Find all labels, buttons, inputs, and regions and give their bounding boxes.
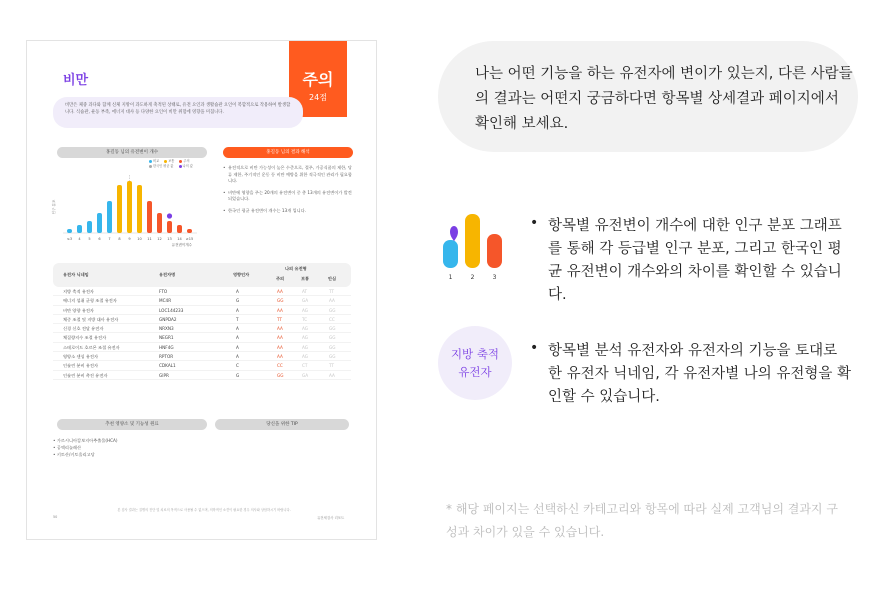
legend-item: 비교 — [149, 159, 159, 164]
bar-icon-1 — [443, 240, 458, 268]
cell-risk: A — [236, 307, 239, 313]
recommend-item: • 공액리놀레산 — [53, 445, 82, 450]
feature1-bullet: • — [530, 215, 539, 231]
gene-nickname-badge — [438, 326, 512, 400]
chart-bar — [67, 229, 72, 233]
cell-nickname: 체질량지수 조절 유전자 — [63, 335, 107, 341]
table-row — [53, 324, 351, 333]
table-row — [53, 371, 351, 380]
header-risk: 영향인자 — [233, 272, 250, 277]
legend-item: 주의 — [179, 159, 189, 164]
cell-normal: TC — [302, 316, 308, 322]
chart-tick-label: 4 — [78, 237, 81, 241]
chart-legend — [149, 159, 209, 169]
recommend-list — [53, 437, 118, 458]
cell-caution: AA — [277, 307, 283, 313]
cell-risk: A — [236, 289, 239, 294]
cell-risk: T — [236, 316, 239, 322]
cell-safe: AA — [329, 298, 335, 304]
cell-risk: C — [236, 363, 239, 369]
cell-caution: CC — [277, 363, 283, 369]
cell-gene: MC4R — [159, 298, 172, 304]
table-row — [53, 361, 351, 370]
cell-gene: GNPDA2 — [159, 316, 177, 322]
chart-tick-label: 11 — [147, 237, 152, 241]
interpretation-title-pill: 홍길동 님의 결과 해석 — [223, 147, 353, 158]
chart-ylabel: 인구 분포 — [52, 199, 56, 215]
chart-tick-label: 12 — [157, 237, 162, 241]
bar-icon-label: 2 — [470, 274, 475, 281]
feature2-bullet: • — [530, 340, 539, 356]
cell-nickname: 비만 양향 유전자 — [63, 307, 94, 313]
feature1-text: 항목별 유전변이 개수에 대한 인구 분포 그래프를 통해 각 등급별 인구 분포, 그리고 한국인 평균 유전변이 개수와의 차이를 확인할 수 있습니다. — [548, 218, 842, 303]
bar-icon-3 — [487, 234, 502, 268]
bar-icon-label: 1 — [448, 274, 453, 281]
interpretation-list — [223, 165, 353, 219]
cell-caution: AA — [277, 335, 283, 341]
header-gene: 유전자명 — [159, 272, 176, 277]
cell-safe: GG — [329, 326, 336, 332]
cell-risk: A — [236, 344, 239, 350]
bar-icon-label: 3 — [492, 274, 497, 281]
gene-table-body — [53, 287, 351, 380]
chart-tick-label: 5 — [88, 237, 91, 241]
cell-nickname: 신경 신호 전달 유전자 — [63, 326, 104, 332]
recommend-item: • 키토산/키토올리고당 — [53, 452, 95, 457]
cell-caution: GG — [277, 372, 284, 378]
cell-nickname: 체중 조절 및 지방 대사 유전자 — [63, 316, 119, 322]
chart-bar — [157, 213, 162, 233]
chart-bar — [97, 213, 102, 233]
sample-report-page — [26, 40, 377, 540]
cell-risk: A — [236, 326, 239, 332]
cell-normal: CT — [302, 363, 308, 369]
chart-tick-label: 7 — [108, 237, 111, 241]
report-description: 비만은 체중 과다와 함께 신체 지방이 과도하게 축적된 상태로, 유전 요인과 생활습관 요인이 복합적으로 작용하여 발생합니다. 식습관, 운동 부족, 에너지 대사 등 다양한 요인이 비만 위험에 영향을 미칩니다. — [53, 97, 303, 128]
tips-title-pill: 당신을 위한 TIP — [215, 419, 349, 430]
badge-line1: 지방 축적 — [450, 347, 500, 361]
interpretation-item: • 한국인 평균 유전변이 개수는 13개 입니다. — [223, 208, 353, 215]
bar-icon-2 — [465, 214, 480, 268]
cell-gene: LOC144233 — [159, 307, 184, 313]
cell-safe: TT — [329, 289, 335, 294]
report-title: 비만 — [63, 73, 89, 88]
chart-bar — [177, 225, 182, 233]
chart-bar — [187, 229, 192, 233]
table-row — [53, 287, 351, 296]
header-normal: 보통 — [301, 276, 310, 281]
chart-bar — [137, 185, 142, 233]
chart-bar — [107, 201, 112, 233]
cell-safe: AA — [329, 372, 335, 378]
chart-tick-label: 9 — [128, 237, 131, 241]
chart-bar — [77, 225, 82, 233]
chart-bar — [147, 201, 152, 233]
cell-caution: AA — [277, 326, 283, 332]
cell-nickname: 인슐린 분비 촉진 유전자 — [63, 372, 108, 378]
cell-normal: GA — [302, 372, 309, 378]
cell-risk: A — [236, 335, 239, 341]
cell-gene: FTO — [159, 289, 168, 294]
chart-tick-label: ≥15 — [185, 237, 194, 241]
chart-tick-label: 6 — [98, 237, 101, 241]
table-row — [53, 296, 351, 305]
cell-gene: NEGR1 — [159, 335, 174, 341]
cell-gene: NRXN3 — [159, 326, 174, 332]
cell-safe: GG — [329, 354, 336, 360]
badge-line2: 유전자 — [458, 365, 492, 379]
distribution-bars-icon — [440, 210, 506, 282]
cell-risk: A — [236, 354, 239, 360]
recommend-item: • 가르시니아캄보지아추출물(HCA) — [53, 438, 118, 443]
brand-footer: 유전체검사 리포트 — [317, 516, 345, 520]
cell-nickname: 인슐린 분비 유전자 — [63, 363, 99, 369]
header-nickname: 유전자 닉네임 — [63, 272, 89, 277]
cell-normal: AG — [302, 335, 309, 341]
recommend-title-pill: 추천 영양소 및 기능성 원료 — [57, 419, 207, 430]
cell-safe: CC — [329, 316, 335, 322]
table-row — [53, 315, 351, 324]
cell-gene: CDKAL1 — [159, 363, 176, 369]
cell-caution: AA — [277, 354, 283, 360]
intro-text: 나는 어떤 기능을 하는 유전자에 변이가 있는지, 다른 사람들의 결과는 어떤지 궁금하다면 항목별 상세결과 페이지에서 확인해 보세요. — [475, 66, 853, 132]
chart-bar — [117, 185, 122, 233]
legend-item: 나의 값 — [179, 164, 193, 169]
chart-xlabel: 유전변이개수 — [171, 243, 192, 247]
gene-table — [53, 263, 351, 380]
chart-tick-label: 8 — [118, 237, 121, 241]
cell-safe: GG — [329, 344, 336, 350]
legend-item: 한국인 평균 값 — [149, 164, 174, 169]
chart-tick-label: 10 — [137, 237, 142, 241]
cell-normal: GA — [302, 298, 309, 304]
table-row — [53, 343, 351, 352]
cell-risk: G — [236, 298, 240, 304]
interpretation-item: • 비만에 영향을 주는 20개의 유전변이 중 총 13개의 유전변이가 발견되었습니다. — [223, 190, 353, 203]
cell-normal: AG — [302, 326, 309, 332]
table-row — [53, 352, 351, 361]
cell-caution: AA — [277, 344, 283, 350]
chart-bar — [127, 181, 132, 233]
cell-normal: AG — [302, 354, 309, 360]
cell-safe: GG — [329, 335, 336, 341]
level-label: 주의 — [302, 70, 334, 89]
table-row — [53, 333, 351, 342]
cell-nickname: 지방 축적 유전자 — [63, 289, 94, 294]
chart-plot — [49, 157, 209, 249]
header-my-genotype: 나의 유전형 — [285, 266, 307, 271]
gene-table-header — [53, 263, 351, 287]
header-caution: 주의 — [276, 276, 285, 281]
chart-tick-label: 14 — [177, 237, 182, 241]
table-row — [53, 306, 351, 315]
cell-nickname: 에너지 섭취 균형 조절 유전자 — [63, 298, 117, 304]
interpretation-item: • 유전적으로 비만 가능성이 높은 수준으로, 절주, 가공식품의 제한, 당류 제한, 주기적인 운동 등 비만 예방을 위한 적극적인 관리가 필요합니다. — [223, 165, 353, 185]
cell-normal: AG — [302, 307, 309, 313]
page-number: 50 — [53, 515, 58, 519]
cell-safe: TT — [329, 363, 335, 369]
cell-normal: AG — [302, 344, 309, 350]
chart-tick-label: 13 — [167, 237, 172, 241]
feature2-text: 항목별 분석 유전자와 유전자의 기능을 토대로 한 유전자 닉네임, 각 유전자별 나의 유전형을 확인할 수 있습니다. — [548, 343, 852, 405]
report-footnote: 본 검사 결과는 질병의 진단 및 치료의 목적으로 사용될 수 없으며, 의학적인 소견이 필요한 경우 의사와 상담하시기 바랍니다. — [117, 508, 291, 512]
chart-bar — [167, 221, 172, 233]
level-score: 24점 — [309, 93, 327, 102]
cell-gene: GIPR — [159, 372, 169, 378]
chart-title-pill: 홍길동 님의 유전변이 개수 — [57, 147, 207, 158]
cell-caution: AA — [277, 289, 283, 294]
cell-caution: TT — [277, 316, 283, 322]
variant-distribution-chart — [49, 157, 209, 249]
cell-caution: GG — [277, 298, 284, 304]
disclaimer-notice: * 해당 페이지는 선택하신 카테고리와 항목에 따라 실제 고객님의 결과지 구성과 차이가 있을 수 있습니다. — [446, 502, 838, 539]
header-safe: 안심 — [328, 276, 337, 281]
chart-bar — [87, 221, 92, 233]
my-value-marker-icon — [450, 226, 458, 242]
my-value-marker — [167, 213, 172, 218]
cell-normal: AT — [302, 289, 308, 294]
cell-gene: RPTOR — [159, 354, 174, 360]
cell-gene: HNF4G — [159, 344, 174, 350]
intro-bubble — [438, 41, 858, 152]
cell-safe: GG — [329, 307, 336, 313]
legend-item: 보통 — [164, 159, 174, 164]
cell-nickname: 스테로이드 호르몬 조절 유전자 — [63, 344, 120, 350]
cell-nickname: 영양소 센싱 유전자 — [63, 354, 99, 360]
chart-tick-label: ≤3 — [66, 237, 73, 241]
cell-risk: G — [236, 372, 240, 378]
